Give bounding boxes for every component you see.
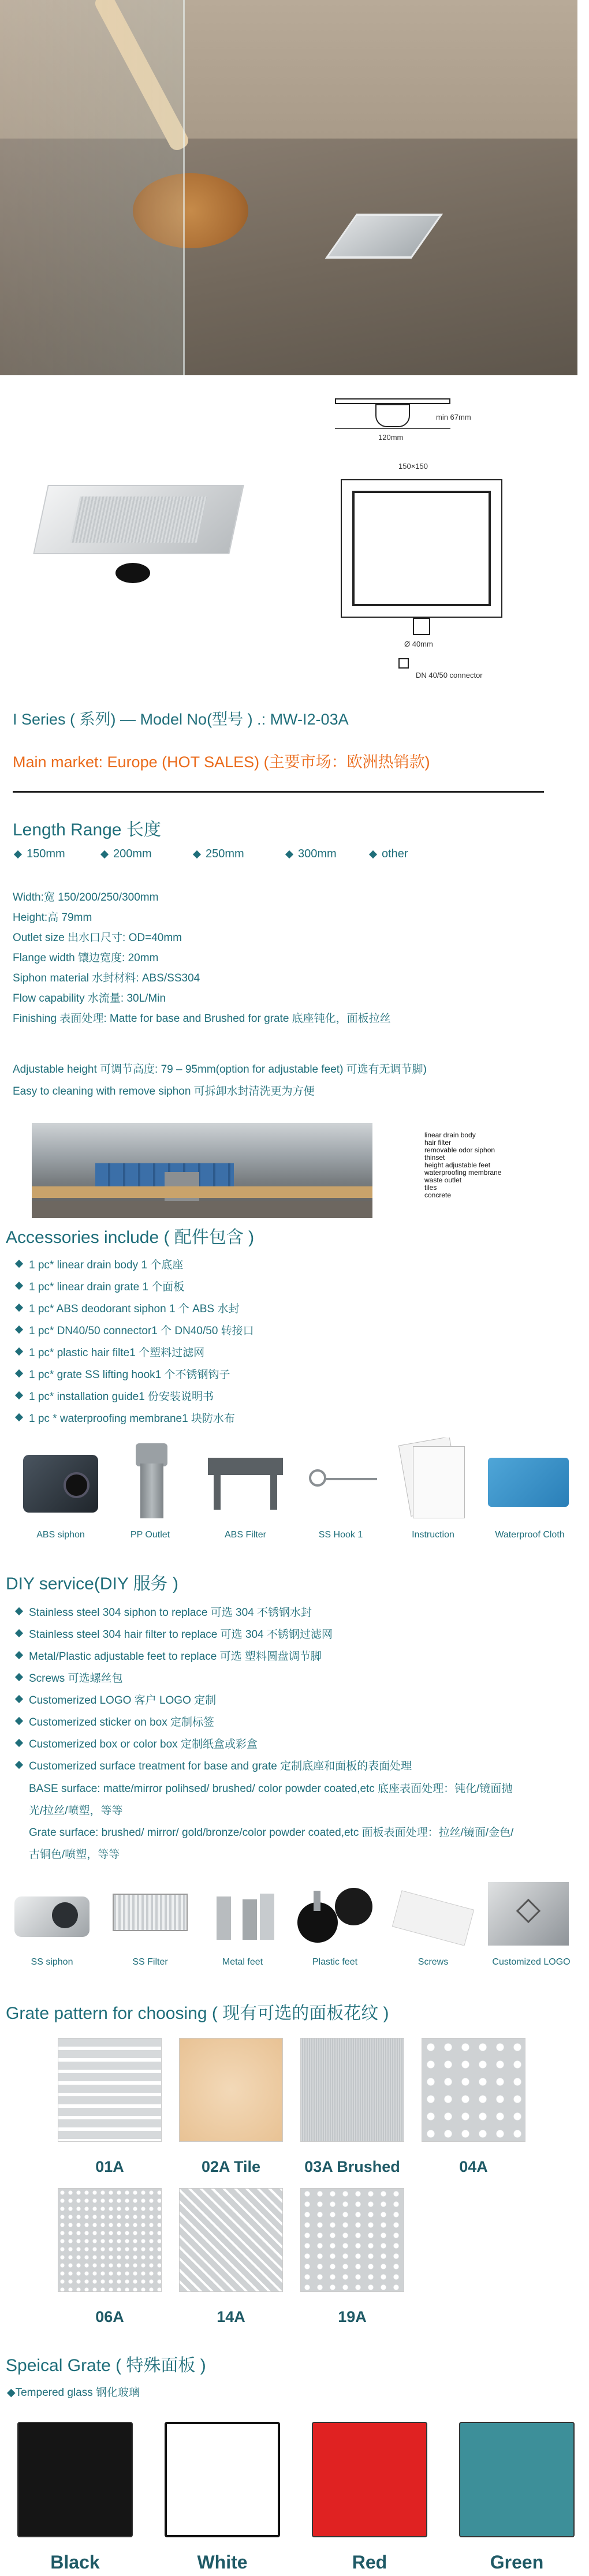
main-market-line: Main market: Europe (HOT SALES) (主要市场：欧洲热销款) xyxy=(13,753,430,771)
length-item: 200mm xyxy=(102,848,152,861)
diamond-bullet-icon xyxy=(15,1413,23,1421)
top-view-diagram xyxy=(335,462,508,693)
thumb-label: Metal feet xyxy=(222,1957,263,1967)
length-range-title: Length Range 长度 xyxy=(13,820,161,839)
diamond-bullet-icon xyxy=(15,1369,23,1377)
customized-logo-image xyxy=(485,1879,572,1948)
thumb-label: Plastic feet xyxy=(312,1957,358,1967)
instruction-image xyxy=(398,1438,468,1518)
diamond-bullet-icon xyxy=(193,850,201,858)
diamond-bullet-icon xyxy=(369,850,377,858)
dim-connector: DN 40/50 connector xyxy=(416,671,483,680)
length-item: other xyxy=(370,848,408,861)
spec-line: Finishing 表面处理: Matte for base and Brushed for grate 底座钝化，面板拉丝 xyxy=(13,1013,391,1025)
layer-label: concrete xyxy=(424,1191,452,1199)
thumb-label: Instruction xyxy=(412,1530,454,1540)
thumb-label: SS siphon xyxy=(31,1957,73,1967)
accessory-item: 1 pc* ABS deodorant siphon 1 个 ABS 水封 xyxy=(16,1297,571,1319)
diamond-bullet-icon xyxy=(15,1761,23,1769)
glass-grate-label: Red xyxy=(352,2552,387,2573)
grate-14a[interactable] xyxy=(179,2188,283,2292)
metal-feet-image xyxy=(202,1888,283,1946)
layer-label: waterproofing membrane xyxy=(424,1168,502,1177)
adjust-line: Adjustable height 可调节高度: 79 – 95mm(option for adjustable feet) 可选有无调节脚) xyxy=(13,1063,427,1076)
layer-label: tiles xyxy=(424,1184,437,1192)
diamond-bullet-icon xyxy=(15,1695,23,1703)
glass-grate-black[interactable] xyxy=(17,2422,133,2537)
diy-list xyxy=(16,1600,582,1776)
divider xyxy=(13,791,544,793)
diy-item: Screws 可选螺丝包 xyxy=(16,1666,582,1688)
accessory-item: 1 pc* linear drain body 1 个底座 xyxy=(16,1253,571,1275)
diamond-bullet-icon xyxy=(15,1326,23,1334)
grate-label: 04A xyxy=(459,2158,488,2175)
accessory-item: 1 pc * waterproofing membrane1 块防水布 xyxy=(16,1406,571,1428)
diy-title: DIY service(DIY 服务 ) xyxy=(6,1574,178,1593)
spec-line: Width:宽 150/200/250/300mm xyxy=(13,891,159,904)
base-surface-line: 光/拉丝/喷塑，等等 xyxy=(29,1805,123,1817)
accessory-item: 1 pc* installation guide1 份安装说明书 xyxy=(16,1384,571,1406)
plastic-feet-image xyxy=(292,1879,378,1948)
drain-product-render xyxy=(29,485,254,589)
length-item: 300mm xyxy=(286,848,337,861)
thumb-label: ABS siphon xyxy=(36,1530,85,1540)
pp-outlet-image xyxy=(113,1440,188,1521)
diamond-bullet-icon xyxy=(15,1282,23,1290)
diy-item: Metal/Plastic adjustable feet to replace 可选 塑料圆盘调节脚 xyxy=(16,1644,582,1666)
accessory-item: 1 pc* plastic hair filte1 个塑料过滤网 xyxy=(16,1341,571,1362)
spec-line: Siphon material 水封材料: ABS/SS304 xyxy=(13,972,200,984)
accessory-item: 1 pc* linear drain grate 1 个面板 xyxy=(16,1275,571,1297)
grate-label: 19A xyxy=(338,2308,367,2325)
series-model-line: I Series ( 系列) — Model No(型号 ) .: MW-I2-03A xyxy=(13,711,349,728)
glass-grate-label: Green xyxy=(490,2552,544,2573)
glass-grate-red[interactable] xyxy=(312,2422,427,2537)
diamond-bullet-icon xyxy=(100,850,109,858)
length-item: 250mm xyxy=(194,848,244,861)
thumb-label: ABS Filter xyxy=(224,1530,266,1540)
glass-grate-label: White xyxy=(197,2552,248,2573)
diy-item: Customerized LOGO 客户 LOGO 定制 xyxy=(16,1688,582,1710)
surface-notes xyxy=(29,1778,583,1866)
grate-surface-line: 古铜色/喷塑，等等 xyxy=(29,1849,120,1861)
grate-06a[interactable] xyxy=(58,2188,162,2292)
side-view-diagram xyxy=(323,393,485,450)
accessory-item: 1 pc* DN40/50 connector1 个 DN40/50 转接口 xyxy=(16,1319,571,1341)
thumb-label: Customized LOGO xyxy=(492,1957,571,1967)
thumb-label: Waterproof Cloth xyxy=(495,1530,565,1540)
thumb-label: SS Hook 1 xyxy=(318,1530,363,1540)
diamond-bullet-icon xyxy=(15,1260,23,1268)
adjust-line: Easy to cleaning with remove siphon 可拆卸水封清洗更为方便 xyxy=(13,1085,315,1097)
diamond-bullet-icon xyxy=(15,1607,23,1615)
dim-min-height: min 67mm xyxy=(436,413,471,421)
shower-floor-photo xyxy=(0,0,577,375)
glass-panel xyxy=(0,0,185,375)
dim-outlet: Ø 40mm xyxy=(404,640,433,648)
special-grate-subtitle: ◆Tempered glass 钢化玻璃 xyxy=(7,2387,140,2399)
diamond-bullet-icon xyxy=(14,850,22,858)
grate-label: 01A xyxy=(95,2158,124,2175)
ss-hook-image xyxy=(297,1455,384,1513)
layer-label: thinset xyxy=(424,1153,445,1162)
diy-item: Customerized sticker on box 定制标签 xyxy=(16,1710,582,1732)
grate-label: 06A xyxy=(95,2308,124,2325)
dim-top-width: 120mm xyxy=(378,433,404,442)
layer-label: height adjustable feet xyxy=(424,1161,491,1169)
layer-label: hair filter xyxy=(424,1138,452,1147)
base-surface-line: BASE surface: matte/mirror polihsed/ brushed/ color powder coated,etc 底座表面处理：钝化/镜面抛 xyxy=(29,1783,513,1795)
screws-image xyxy=(390,1888,476,1946)
ss-siphon-image xyxy=(12,1882,92,1946)
spec-line: Height:高 79mm xyxy=(13,912,92,924)
diamond-bullet-icon xyxy=(15,1717,23,1725)
diamond-bullet-icon xyxy=(15,1651,23,1659)
grate-02a-tile[interactable] xyxy=(179,2038,283,2142)
diamond-bullet-icon xyxy=(15,1629,23,1637)
grate-01a[interactable] xyxy=(58,2038,162,2142)
ss-filter-image xyxy=(107,1885,193,1943)
length-range-list xyxy=(15,848,535,865)
grate-surface-line: Grate surface: brushed/ mirror/ gold/bronze/color powder coated,etc 面板表面处理：拉丝/镜面/金色/ xyxy=(29,1827,514,1839)
diamond-bullet-icon xyxy=(15,1304,23,1312)
thumb-label: Screws xyxy=(417,1957,449,1967)
layer-labels xyxy=(424,1132,501,1199)
grate-label: 14A xyxy=(217,2308,245,2325)
adjust-list xyxy=(13,1061,579,1105)
diamond-bullet-icon xyxy=(15,1391,23,1399)
accessories-title: Accessories include ( 配件包含 ) xyxy=(6,1228,255,1247)
spec-line: Outlet size 出水口尺寸: OD=40mm xyxy=(13,932,182,944)
grate-03a-brushed[interactable] xyxy=(300,2038,404,2142)
accessory-item: 1 pc* grate SS lifting hook1 个不锈钢钩子 xyxy=(16,1362,571,1384)
layer-label: waste outlet xyxy=(424,1176,462,1184)
thumb-label: PP Outlet xyxy=(130,1530,170,1540)
grate-label: 03A Brushed xyxy=(304,2158,400,2175)
length-item: 150mm xyxy=(15,848,65,861)
diy-item: Stainless steel 304 hair filter to replace 可选 304 不锈钢过滤网 xyxy=(16,1622,582,1644)
thumb-label: SS Filter xyxy=(132,1957,168,1967)
glass-grate-label: Black xyxy=(50,2552,100,2573)
diamond-bullet-icon xyxy=(15,1347,23,1356)
layer-label: linear drain body xyxy=(424,1131,476,1139)
diy-item: Stainless steel 304 siphon to replace 可选 304 不锈钢水封 xyxy=(16,1600,582,1622)
glass-grate-green[interactable] xyxy=(459,2422,575,2537)
grate-04a[interactable] xyxy=(422,2038,525,2142)
grate-19a[interactable] xyxy=(300,2188,404,2292)
grate-pattern-title: Grate pattern for choosing ( 现有可选的面板花纹 ) xyxy=(6,2004,389,2023)
spec-line: Flow capability 水流量: 30L/Min xyxy=(13,992,166,1005)
diamond-bullet-icon xyxy=(285,850,293,858)
abs-siphon-image xyxy=(17,1443,104,1518)
grate-label: 02A Tile xyxy=(201,2158,261,2175)
diy-item: Customerized surface treatment for base and grate 定制底座和面板的表面处理 xyxy=(16,1754,582,1776)
layer-label: removable odor siphon xyxy=(424,1146,495,1154)
special-grate-title: Speical Grate ( 特殊面板 ) xyxy=(6,2356,206,2375)
installation-cutaway xyxy=(32,1123,575,1221)
diamond-bullet-icon xyxy=(15,1673,23,1681)
waterproof-cloth-image xyxy=(485,1449,572,1513)
abs-filter-image xyxy=(202,1446,289,1515)
diamond-bullet-icon xyxy=(15,1739,23,1747)
glass-grate-white[interactable] xyxy=(165,2422,280,2537)
diy-item: Customerized box or color box 定制纸盒或彩盒 xyxy=(16,1732,582,1754)
accessories-list xyxy=(16,1253,571,1428)
spec-list xyxy=(13,889,567,1031)
dim-square-size: 150×150 xyxy=(398,462,428,471)
spec-line: Flange width 镶边宽度: 20mm xyxy=(13,952,159,964)
